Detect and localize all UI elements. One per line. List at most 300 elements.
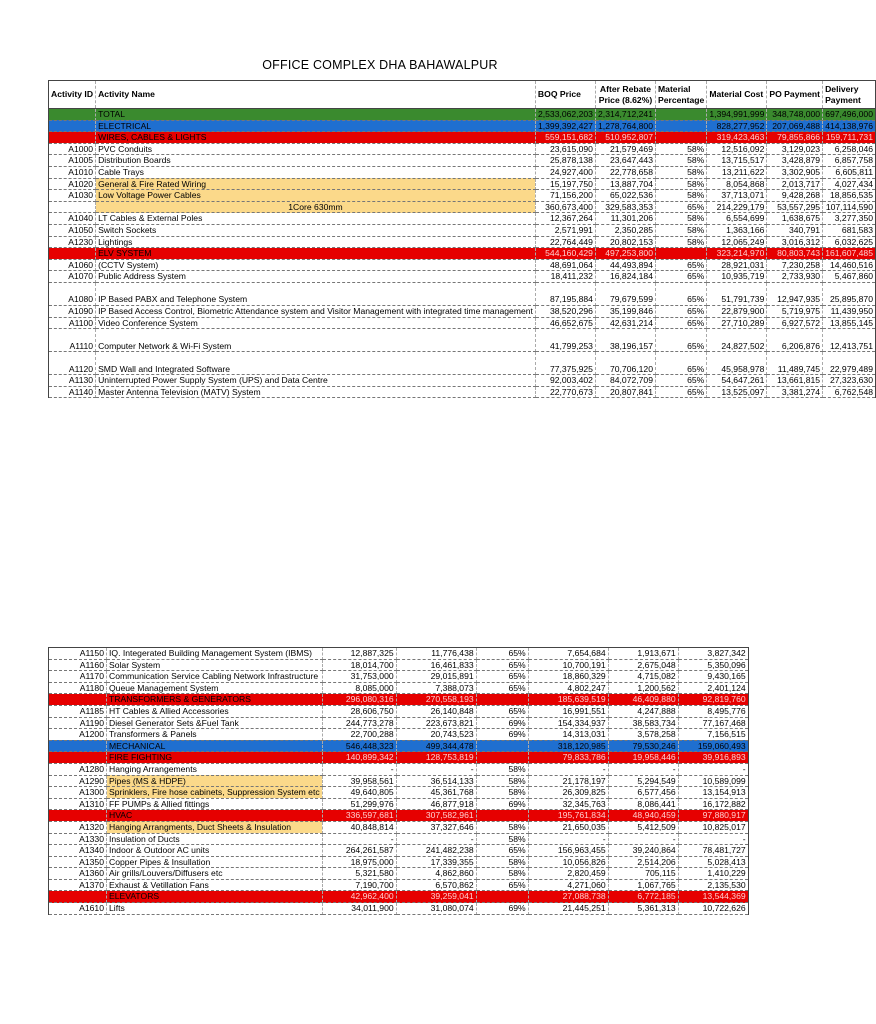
activity-id-cell: A1010 [49,166,96,178]
activity-id-cell [49,201,96,213]
header-boq-price: BOQ Price [535,81,595,109]
activity-name-cell: Public Address System [96,271,536,283]
delivery-payment-cell: 6,605,811 [823,166,876,178]
material-cost-cell: 828,277,952 [707,120,767,132]
material-cost-cell: 154,334,937 [528,717,608,729]
boq-price-cell: 5,321,580 [322,868,396,880]
after-rebate-cell: 13,887,704 [595,178,655,190]
activity-id-cell: A1100 [49,317,96,329]
boq-price-cell: 2,533,062,203 [535,109,595,121]
material-cost-cell: 214,229,179 [707,201,767,213]
boq-price-cell: 71,156,200 [535,190,595,202]
table-row [49,787,749,799]
activity-id-cell: A1185 [49,705,107,717]
material-cost-cell: 4,802,247 [528,682,608,694]
boq-price-cell: 23,615,090 [535,143,595,155]
after-rebate-cell: 499,344,478 [396,740,476,752]
table-row [49,868,749,880]
after-rebate-cell: 11,301,206 [595,213,655,225]
category-name-cell: MECHANICAL [107,740,323,752]
activity-id-cell: A1230 [49,236,96,248]
activity-id-cell: A1160 [49,659,107,671]
delivery-payment-cell: 6,762,548 [823,386,876,398]
activity-name-cell: Insulation of Ducts [107,833,323,845]
material-cost-cell: 1,363,166 [707,224,767,236]
after-rebate-cell: 17,339,355 [396,856,476,868]
po-payment-cell: 79,855,866 [767,132,823,144]
material-cost-cell: 318,120,985 [528,740,608,752]
material-cost-cell: - [528,763,608,775]
po-payment-cell: 1,067,765 [608,879,678,891]
delivery-payment-cell: 18,856,535 [823,190,876,202]
boq-price-cell: 559,151,682 [535,132,595,144]
after-rebate-cell: 223,673,821 [396,717,476,729]
category-name-cell: TRANSFORMERS & GENERATORS [107,694,323,706]
po-payment-cell: 39,240,864 [608,845,678,857]
activity-name-cell: Queue Management System [107,682,323,694]
delivery-payment-cell: 22,979,489 [823,352,876,375]
activity-name-cell: PVC Conduits [96,143,536,155]
delivery-payment-cell: 10,589,099 [678,775,748,787]
material-cost-cell: 1,394,991,999 [707,109,767,121]
table-row [49,236,876,248]
table-row [49,682,749,694]
material-cost-cell: 21,650,035 [528,821,608,833]
boq-price-cell: 18,411,232 [535,271,595,283]
material-percentage-cell: 69% [476,729,528,741]
po-payment-cell: 38,583,734 [608,717,678,729]
table-row [49,705,749,717]
po-payment-cell: 8,086,441 [608,798,678,810]
activity-id-cell [49,132,96,144]
po-payment-cell: 5,294,549 [608,775,678,787]
po-payment-cell: 6,772,185 [608,891,678,903]
delivery-payment-cell: 159,060,493 [678,740,748,752]
delivery-payment-cell: 77,167,468 [678,717,748,729]
cost-table-page-1 [48,80,876,398]
po-payment-cell: 2,675,048 [608,659,678,671]
after-rebate-cell: 270,558,193 [396,694,476,706]
material-percentage-cell: 69% [476,717,528,729]
material-cost-cell: 12,065,249 [707,236,767,248]
activity-id-cell: A1080 [49,282,96,305]
material-percentage-cell: 58% [656,236,707,248]
boq-price-cell: 360,673,400 [535,201,595,213]
material-cost-cell: 13,525,097 [707,386,767,398]
material-percentage-cell: 65% [656,329,707,352]
activity-name-cell: Pipes (MS & HDPE) [107,775,323,787]
material-percentage-cell [476,740,528,752]
activity-name-cell: Switch Sockets [96,224,536,236]
after-rebate-cell: 44,493,894 [595,259,655,271]
after-rebate-cell: 38,196,157 [595,329,655,352]
table-row [49,317,876,329]
boq-price-cell: 8,085,000 [322,682,396,694]
after-rebate-cell: 37,327,646 [396,821,476,833]
po-payment-cell: 6,206,876 [767,329,823,352]
delivery-payment-cell: 3,827,342 [678,648,748,660]
po-payment-cell: 1,200,562 [608,682,678,694]
material-cost-cell: 12,516,092 [707,143,767,155]
activity-name-cell: Diesel Generator Sets &Fuel Tank [107,717,323,729]
after-rebate-cell: 20,807,841 [595,386,655,398]
delivery-payment-cell: 161,607,485 [823,248,876,260]
delivery-payment-cell: 5,028,413 [678,856,748,868]
po-payment-cell: - [608,833,678,845]
header-material-cost: Material Cost [707,81,767,109]
material-cost-cell: 54,647,261 [707,375,767,387]
header-row [49,81,876,109]
delivery-payment-cell: 2,401,124 [678,682,748,694]
material-percentage-cell: 65% [656,305,707,317]
po-payment-cell: 6,577,456 [608,787,678,799]
after-rebate-cell: 23,647,443 [595,155,655,167]
after-rebate-cell: 20,743,523 [396,729,476,741]
after-rebate-cell: 4,862,860 [396,868,476,880]
table-row [49,821,749,833]
material-percentage-cell: 58% [656,155,707,167]
material-cost-cell: 37,713,071 [707,190,767,202]
boq-price-cell: 244,773,278 [322,717,396,729]
delivery-payment-cell: 697,496,000 [823,109,876,121]
activity-id-cell: A1020 [49,178,96,190]
po-payment-cell: 207,069,488 [767,120,823,132]
boq-price-cell: 12,887,325 [322,648,396,660]
boq-price-cell: 87,195,884 [535,282,595,305]
after-rebate-cell: 16,824,184 [595,271,655,283]
po-payment-cell: 4,715,082 [608,671,678,683]
material-cost-cell: 6,554,699 [707,213,767,225]
po-payment-cell: 1,913,671 [608,648,678,660]
material-cost-cell: 14,313,031 [528,729,608,741]
material-percentage-cell: 58% [656,143,707,155]
po-payment-cell: 3,578,258 [608,729,678,741]
after-rebate-cell: 2,350,285 [595,224,655,236]
boq-price-cell: 546,448,323 [322,740,396,752]
material-percentage-cell [476,694,528,706]
activity-id-cell [49,694,107,706]
boq-price-cell: 24,927,400 [535,166,595,178]
activity-name-cell: SMD Wall and Integrated Software [96,352,536,375]
material-percentage-cell: 65% [476,682,528,694]
after-rebate-cell: 79,679,599 [595,282,655,305]
delivery-payment-cell: 12,413,751 [823,329,876,352]
activity-id-cell: A1150 [49,648,107,660]
activity-id-cell: A1340 [49,845,107,857]
table-row [49,763,749,775]
delivery-payment-cell: 10,722,626 [678,903,748,915]
activity-name-cell: LT Cables & External Poles [96,213,536,225]
material-cost-cell: 319,423,463 [707,132,767,144]
material-cost-cell: 2,820,459 [528,868,608,880]
boq-price-cell: 18,014,700 [322,659,396,671]
activity-name-cell: Sprinklers, Fire hose cabinets, Suppression System etc [107,787,323,799]
activity-id-cell: A1290 [49,775,107,787]
boq-price-cell: 51,299,976 [322,798,396,810]
table-row [49,201,876,213]
activity-name-cell: Communication Service Cabling Network Infrastructure [107,671,323,683]
activity-name-cell: HT Cables & Allied Accessories [107,705,323,717]
material-percentage-cell: 65% [476,705,528,717]
material-cost-cell: 10,935,719 [707,271,767,283]
table-row [49,305,876,317]
boq-price-cell: 336,597,681 [322,810,396,822]
delivery-payment-cell: 13,855,145 [823,317,876,329]
boq-price-cell: 15,197,750 [535,178,595,190]
material-percentage-cell [476,810,528,822]
material-cost-cell: 24,827,502 [707,329,767,352]
boq-price-cell: 49,640,805 [322,787,396,799]
po-payment-cell: 46,409,880 [608,694,678,706]
material-percentage-cell: 58% [656,213,707,225]
boq-price-cell: 46,652,675 [535,317,595,329]
material-percentage-cell: 69% [476,798,528,810]
material-percentage-cell: 69% [476,903,528,915]
delivery-payment-cell: 6,032,625 [823,236,876,248]
po-payment-cell: 2,514,206 [608,856,678,868]
delivery-payment-cell: 8,495,776 [678,705,748,717]
after-rebate-cell: 21,579,469 [595,143,655,155]
material-cost-cell: 323,214,970 [707,248,767,260]
category-row [49,810,749,822]
activity-id-cell: A1120 [49,352,96,375]
po-payment-cell: 19,958,446 [608,752,678,764]
material-cost-cell: 21,445,251 [528,903,608,915]
po-payment-cell: 4,247,888 [608,705,678,717]
total-row [49,109,876,121]
activity-id-cell: A1140 [49,386,96,398]
after-rebate-cell: - [396,833,476,845]
table-row [49,329,876,352]
delivery-payment-cell: 5,350,096 [678,659,748,671]
after-rebate-cell: 6,570,862 [396,879,476,891]
boq-price-cell: 38,520,296 [535,305,595,317]
po-payment-cell: 48,940,459 [608,810,678,822]
boq-price-cell: 1,399,392,427 [535,120,595,132]
material-percentage-cell: 58% [656,166,707,178]
activity-id-cell [49,752,107,764]
material-percentage-cell: 58% [476,775,528,787]
material-percentage-cell: 65% [656,271,707,283]
delivery-payment-cell: 159,711,731 [823,132,876,144]
po-payment-cell: 3,302,905 [767,166,823,178]
activity-name-cell: Lightings [96,236,536,248]
section-row [49,740,749,752]
po-payment-cell: 5,719,975 [767,305,823,317]
material-percentage-cell [476,752,528,764]
activity-name-cell: Copper Pipes & Insullation [107,856,323,868]
activity-id-cell [49,248,96,260]
activity-id-cell: A1370 [49,879,107,891]
delivery-payment-cell: 2,135,530 [678,879,748,891]
activity-name-cell: Air grills/Louvers/Diffusers etc [107,868,323,880]
activity-id-cell [49,740,107,752]
table-row [49,856,749,868]
delivery-payment-cell: 1,410,229 [678,868,748,880]
material-cost-cell: 8,054,868 [707,178,767,190]
after-rebate-cell: 45,361,768 [396,787,476,799]
activity-id-cell [49,109,96,121]
delivery-payment-cell: 9,430,165 [678,671,748,683]
activity-name-cell: IP Based PABX and Telephone System [96,282,536,305]
after-rebate-cell: 11,776,438 [396,648,476,660]
activity-id-cell: A1130 [49,375,96,387]
material-cost-cell: 13,211,622 [707,166,767,178]
po-payment-cell: 80,803,743 [767,248,823,260]
table-row [49,729,749,741]
activity-id-cell: A1610 [49,903,107,915]
delivery-payment-cell: 13,154,913 [678,787,748,799]
after-rebate-cell: 29,015,891 [396,671,476,683]
category-name-cell: WIRES, CABLES & LIGHTS [96,132,536,144]
after-rebate-cell: 128,753,819 [396,752,476,764]
table-row [49,224,876,236]
category-row [49,694,749,706]
category-row [49,248,876,260]
po-payment-cell: 9,428,268 [767,190,823,202]
after-rebate-cell: 84,072,709 [595,375,655,387]
activity-name-cell: Hanging Arrangments, Duct Sheets & Insulation [107,821,323,833]
after-rebate-cell: 510,952,807 [595,132,655,144]
delivery-payment-cell: 78,481,727 [678,845,748,857]
material-percentage-cell: 65% [656,282,707,305]
material-percentage-cell: 58% [476,821,528,833]
activity-id-cell: A1360 [49,868,107,880]
delivery-payment-cell: 414,138,976 [823,120,876,132]
po-payment-cell: 5,412,509 [608,821,678,833]
after-rebate-cell: 35,199,846 [595,305,655,317]
activity-id-cell: A1000 [49,143,96,155]
material-percentage-cell: 58% [656,178,707,190]
activity-id-cell: A1170 [49,671,107,683]
boq-price-cell: 31,753,000 [322,671,396,683]
material-cost-cell: 18,860,329 [528,671,608,683]
activity-name-cell: FF PUMPs & Allied fittings [107,798,323,810]
category-name-cell: FIRE FIGHTING [107,752,323,764]
after-rebate-cell: 329,583,353 [595,201,655,213]
after-rebate-cell: 1,278,764,800 [595,120,655,132]
activity-id-cell: A1300 [49,787,107,799]
po-payment-cell: 3,381,274 [767,386,823,398]
material-cost-cell: 28,921,031 [707,259,767,271]
activity-name-cell: Exhaust & Vetillation Fans [107,879,323,891]
material-cost-cell: 16,991,551 [528,705,608,717]
material-percentage-cell: 58% [476,856,528,868]
boq-price-cell: 2,571,991 [535,224,595,236]
po-payment-cell: 1,638,675 [767,213,823,225]
material-percentage-cell: 65% [476,659,528,671]
activity-name-cell: General & Fire Rated Wiring [96,178,536,190]
table-row [49,833,749,845]
activity-name-cell: 1Core 630mm [96,201,536,213]
po-payment-cell: - [608,763,678,775]
activity-id-cell: A1180 [49,682,107,694]
boq-price-cell: 42,962,400 [322,891,396,903]
activity-id-cell: A1200 [49,729,107,741]
after-rebate-cell: 2,314,712,241 [595,109,655,121]
table-row [49,659,749,671]
delivery-payment-cell: 3,277,350 [823,213,876,225]
boq-price-cell: 22,770,673 [535,386,595,398]
table-row [49,282,876,305]
boq-price-cell: 264,261,587 [322,845,396,857]
delivery-payment-cell: - [678,833,748,845]
material-cost-cell: 27,710,289 [707,317,767,329]
category-name-cell: ELV SYSTEM [96,248,536,260]
boq-price-cell: 140,899,342 [322,752,396,764]
material-cost-cell: 10,056,826 [528,856,608,868]
delivery-payment-cell: 16,172,882 [678,798,748,810]
po-payment-cell: 6,927,572 [767,317,823,329]
activity-name-cell: Video Conference System [96,317,536,329]
activity-name-cell: Low Voltage Power Cables [96,190,536,202]
material-cost-cell: 22,879,900 [707,305,767,317]
table-row [49,375,876,387]
section-row [49,120,876,132]
po-payment-cell: 3,428,879 [767,155,823,167]
boq-price-cell: 77,375,925 [535,352,595,375]
header-delivery-payment: Delivery Payment [823,81,876,109]
table-row [49,845,749,857]
after-rebate-cell: 307,582,961 [396,810,476,822]
material-percentage-cell: 65% [476,671,528,683]
material-cost-cell: - [528,833,608,845]
activity-id-cell: A1050 [49,224,96,236]
delivery-payment-cell: 27,323,630 [823,375,876,387]
after-rebate-cell: 46,877,918 [396,798,476,810]
delivery-payment-cell: 681,583 [823,224,876,236]
activity-name-cell: Distribution Boards [96,155,536,167]
material-percentage-cell: 65% [656,386,707,398]
category-name-cell: HVAC [107,810,323,822]
activity-id-cell: A1320 [49,821,107,833]
delivery-payment-cell: 14,460,516 [823,259,876,271]
material-percentage-cell: 58% [476,833,528,845]
table-row [49,143,876,155]
after-rebate-cell: 39,259,041 [396,891,476,903]
header-activity-name: Activity Name [96,81,536,109]
material-cost-cell: 185,639,519 [528,694,608,706]
activity-id-cell: A1110 [49,329,96,352]
material-percentage-cell [656,248,707,260]
activity-id-cell: A1310 [49,798,107,810]
boq-price-cell: 40,848,814 [322,821,396,833]
boq-price-cell: 12,367,264 [535,213,595,225]
po-payment-cell: 2,013,717 [767,178,823,190]
after-rebate-cell: 22,778,658 [595,166,655,178]
activity-id-cell [49,810,107,822]
po-payment-cell: 348,748,000 [767,109,823,121]
material-cost-cell: 45,958,978 [707,352,767,375]
after-rebate-cell: 31,080,074 [396,903,476,915]
material-cost-cell: 10,700,191 [528,659,608,671]
po-payment-cell: 340,791 [767,224,823,236]
delivery-payment-cell: 7,156,515 [678,729,748,741]
table-row [49,903,749,915]
boq-price-cell: 22,764,449 [535,236,595,248]
material-cost-cell: 79,833,786 [528,752,608,764]
po-payment-cell: 3,016,312 [767,236,823,248]
activity-id-cell: A1090 [49,305,96,317]
material-cost-cell: 156,963,455 [528,845,608,857]
table-row [49,717,749,729]
after-rebate-cell: 42,631,214 [595,317,655,329]
delivery-payment-cell: - [678,763,748,775]
material-percentage-cell [476,891,528,903]
header-activity-id: Activity ID [49,81,96,109]
activity-name-cell: Lifts [107,903,323,915]
header-material-percentage: Material Percentage [656,81,707,109]
